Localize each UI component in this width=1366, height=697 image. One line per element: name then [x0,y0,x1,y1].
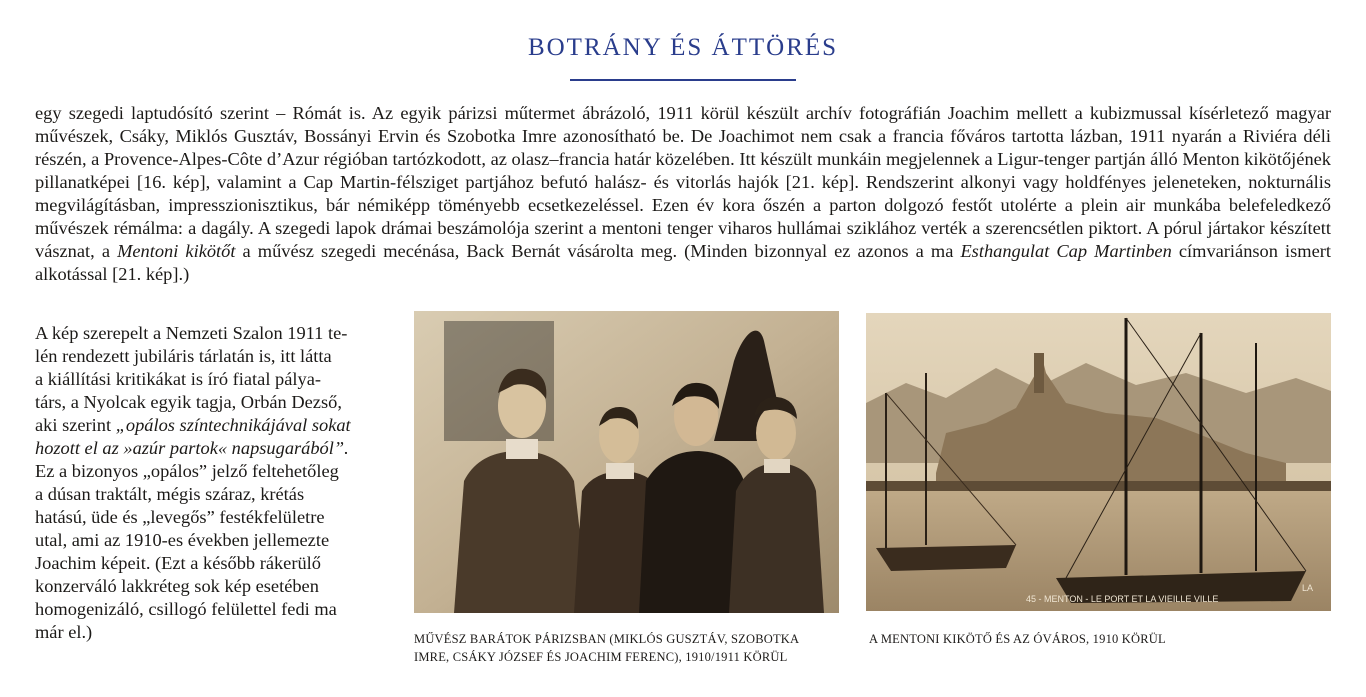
artists-group-photo [414,311,839,613]
quote-italic: „opálos színtechnikájával sokat [115,415,351,435]
page-title: BOTRÁNY ÉS ÁTTÖRÉS [527,34,839,61]
body-text-mid: a művész szegedi mecénása, Back Bernát vásárolta meg. (Minden bizonnyal ez azonos a ma [235,241,961,261]
photo-publisher-mark: LA [1302,583,1314,593]
side-line: homogenizáló, csillogó felülettel fedi ma [35,599,337,619]
side-line: hatású, üde és „levegős” festékfelületre [35,507,325,527]
body-paragraph [35,102,1331,286]
menton-photo-illustration [866,313,1331,611]
side-line [35,437,399,460]
side-line: a dúsan traktált, mégis száraz, krétás [35,484,305,504]
menton-harbour-photo [866,313,1331,611]
photo-postcard-label: 45 - MENTON - LE PORT ET LA VIEILLE VILLE [1026,594,1219,604]
side-line: Joachim képeit. (Ezt a később rákerülő [35,553,321,573]
body-text-end: címvariánson ismert alkotással [21. kép].) [35,241,1331,284]
body-italic-title-2: Esthangulat Cap Martinben [960,241,1172,261]
figure-caption-menton: A MENTONI KIKÖTŐ ÉS AZ ÓVÁROS, 1910 KÖRÜL [869,632,1166,646]
side-line: utal, ami az 1910-es években jellemezte [35,530,330,550]
side-line: A kép szerepelt a Nemzeti Szalon 1911 te- [35,323,348,343]
title-underline [570,79,796,81]
side-line: már el.) [35,622,93,642]
side-line-part: aki szerint [35,415,116,435]
side-line: Ez a bizonyos „opálos” jelző feltehetőleg [35,461,339,481]
body-text-start: egy szegedi laptudósító szerint – Rómát is. Az egyik párizsi műtermet ábrázoló, 1911 körül készült archív fotográfián Joachim mellett a kubizmussal kísérletező magyar művészek, Csáky, Miklós Gusztáv, Bossányi Ervin és Szobotka Imre azonosítható be. De Joachimot nem csak a francia főváros tartotta lázban, 1911 nyarán a Riviéra déli részén, a Provence-Alpes-Côte d’Azur régióban tartózkodott, az olasz–francia határ közelében. Itt készült munkáin megjelennek a Ligur-tenger partján álló Menton kikötőjének pillanatképei [16. kép], valamint a Cap Martin-félsziget partjához befutó halász- és vitorlás hajók [21. kép]. Rendszerint alkonyi vagy holdfényes jeleneteken, nokturnális megvilágításban, impresszionisztikus, bár némiképp töményebb ecsetkezeléssel. Ezen év kora őszén a parton dolgozó festőt utolérte a plein air munkába belefeledkező művészek rémálma: a dagály. A szegedi lapok drámai beszámolója szerint a mentoni tenger viharos hullámai sziklához verték a szerencsétlen piktort. A pórul jártakor készített vásznat, a [35,103,1331,261]
artists-photo-illustration [414,311,839,613]
quote-italic: hozott el az »azúr partok« napsugarából”. [35,438,349,458]
caption-line: MŰVÉSZ BARÁTOK PÁRIZSBAN (MIKLÓS GUSZTÁV, SZOBOTKA [414,632,800,646]
side-line: lén rendezett jubiláris tárlatán is, itt látta [35,346,332,366]
body-italic-title-1: Mentoni kikötőt [117,241,236,261]
side-line: a kiállítási kritikákat is író fiatal pálya- [35,369,321,389]
side-line: konzerváló lakkréteg sok kép esetében [35,576,319,596]
side-line: társ, a Nyolcak egyik tagja, Orbán Dezső, [35,392,342,412]
side-line [35,414,399,437]
side-column-text [35,322,399,644]
figure-caption-artists [414,630,854,666]
caption-line: IMRE, CSÁKY JÓZSEF ÉS JOACHIM FERENC), 1910/1911 KÖRÜL [414,650,788,664]
